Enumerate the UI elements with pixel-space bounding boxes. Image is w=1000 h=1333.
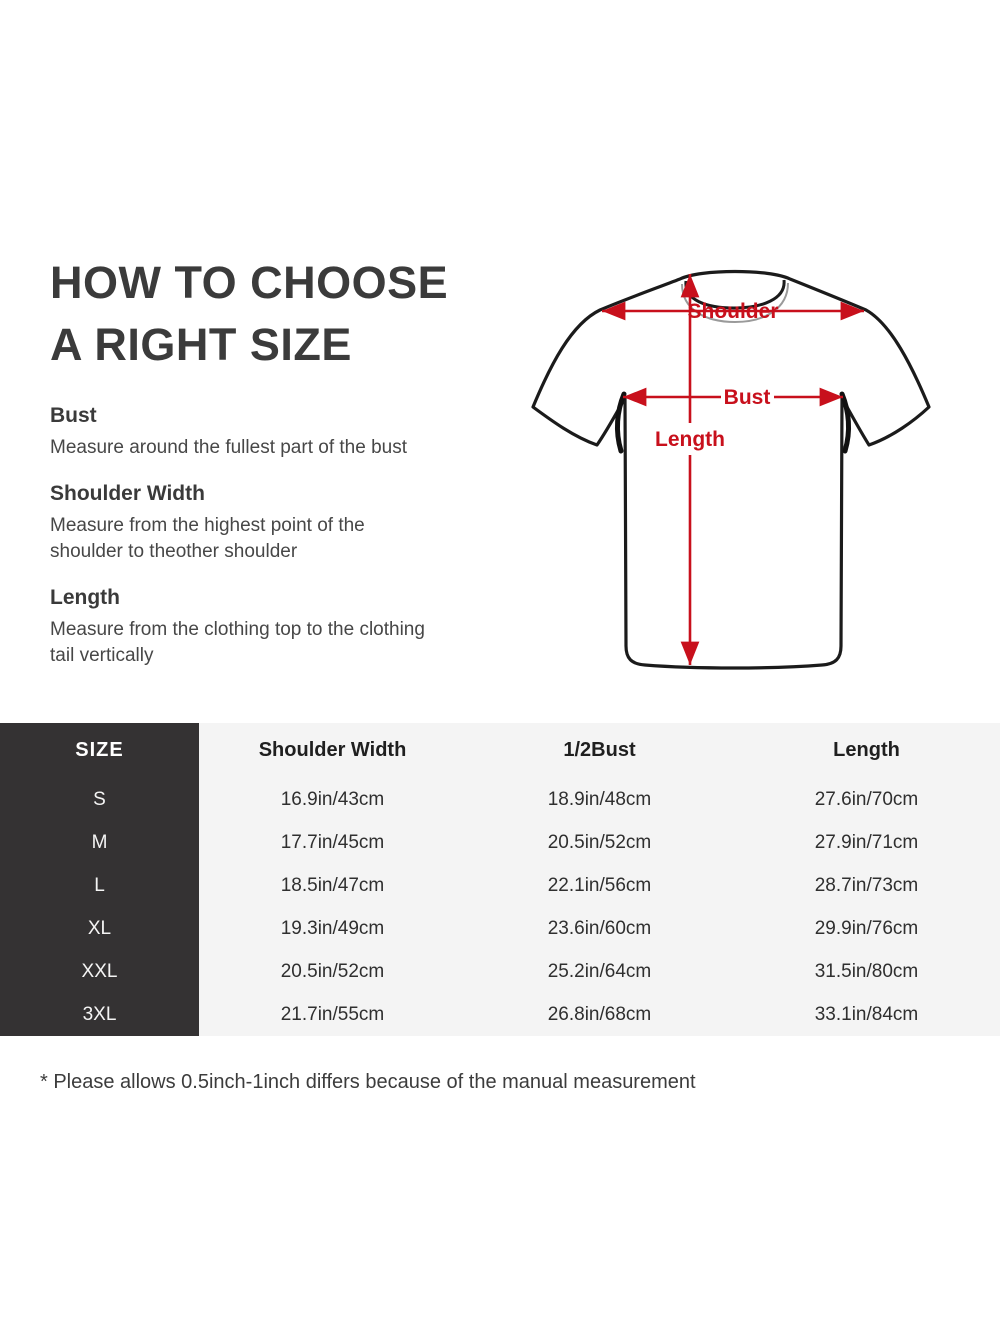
page-title-line1: HOW TO CHOOSE xyxy=(50,257,449,308)
size-label-m: M xyxy=(0,821,199,864)
page-title xyxy=(50,252,450,376)
tshirt-diagram xyxy=(510,248,940,678)
value-m-shoulder-width: 17.7in/45cm xyxy=(280,831,385,853)
value-xl-length: 29.9in/76cm xyxy=(814,917,919,939)
measure-instructions xyxy=(50,252,450,690)
value-l-length: 28.7in/73cm xyxy=(814,874,919,896)
value-xxl-length: 31.5in/80cm xyxy=(814,960,919,982)
value-3xl-half-bust: 26.8in/68cm xyxy=(547,1003,652,1025)
value-3xl-length: 33.1in/84cm xyxy=(814,1003,919,1025)
definition-length xyxy=(50,586,430,669)
definition-shoulder-width-desc: Measure from the highest point of the shoulder to theother shoulder xyxy=(50,515,365,562)
tshirt-outline xyxy=(533,272,929,669)
size-label-3xl: 3XL xyxy=(0,993,199,1036)
definition-bust-title: Bust xyxy=(50,404,97,427)
column-header-half-bust: 1/2Bust xyxy=(563,739,636,761)
definition-length-title: Length xyxy=(50,586,120,609)
size-table xyxy=(0,723,1000,1036)
value-xl-shoulder-width: 19.3in/49cm xyxy=(280,917,385,939)
value-l-shoulder-width: 18.5in/47cm xyxy=(280,874,385,896)
size-label-s: S xyxy=(0,778,199,821)
value-m-half-bust: 20.5in/52cm xyxy=(547,831,652,853)
definition-bust xyxy=(50,404,430,461)
definition-bust-desc: Measure around the fullest part of the bust xyxy=(50,437,407,458)
shoulder-arrow-label: Shoulder xyxy=(687,300,779,323)
bust-arrow-label: Bust xyxy=(723,386,771,409)
size-label-xxl: XXL xyxy=(0,950,199,993)
size-label-l: L xyxy=(0,864,199,907)
size-label-xl: XL xyxy=(0,907,199,950)
column-header-shoulder-width: Shoulder Width xyxy=(258,739,407,761)
definition-length-desc: Measure from the clothing top to the clothing tail vertically xyxy=(50,619,425,666)
length-arrow-label: Length xyxy=(655,428,725,451)
size-table-corner-header: SIZE xyxy=(0,723,199,778)
value-xxl-half-bust: 25.2in/64cm xyxy=(547,960,652,982)
measurement-disclaimer: * Please allows 0.5inch-1inch differs because of the manual measurement xyxy=(40,1071,696,1093)
measure-definitions xyxy=(50,404,430,669)
value-s-half-bust: 18.9in/48cm xyxy=(547,788,652,810)
value-s-length: 27.6in/70cm xyxy=(814,788,919,810)
value-xxl-shoulder-width: 20.5in/52cm xyxy=(280,960,385,982)
page-title-line2: A RIGHT SIZE xyxy=(50,319,352,370)
left-underarm-crease xyxy=(617,394,624,451)
value-s-shoulder-width: 16.9in/43cm xyxy=(280,788,385,810)
tshirt-illustration xyxy=(510,248,940,678)
value-3xl-shoulder-width: 21.7in/55cm xyxy=(280,1003,385,1025)
definition-shoulder-width-title: Shoulder Width xyxy=(50,482,205,505)
value-xl-half-bust: 23.6in/60cm xyxy=(547,917,652,939)
definition-shoulder-width xyxy=(50,482,430,565)
value-m-length: 27.9in/71cm xyxy=(814,831,919,853)
value-l-half-bust: 22.1in/56cm xyxy=(547,874,652,896)
column-header-length: Length xyxy=(833,739,900,761)
